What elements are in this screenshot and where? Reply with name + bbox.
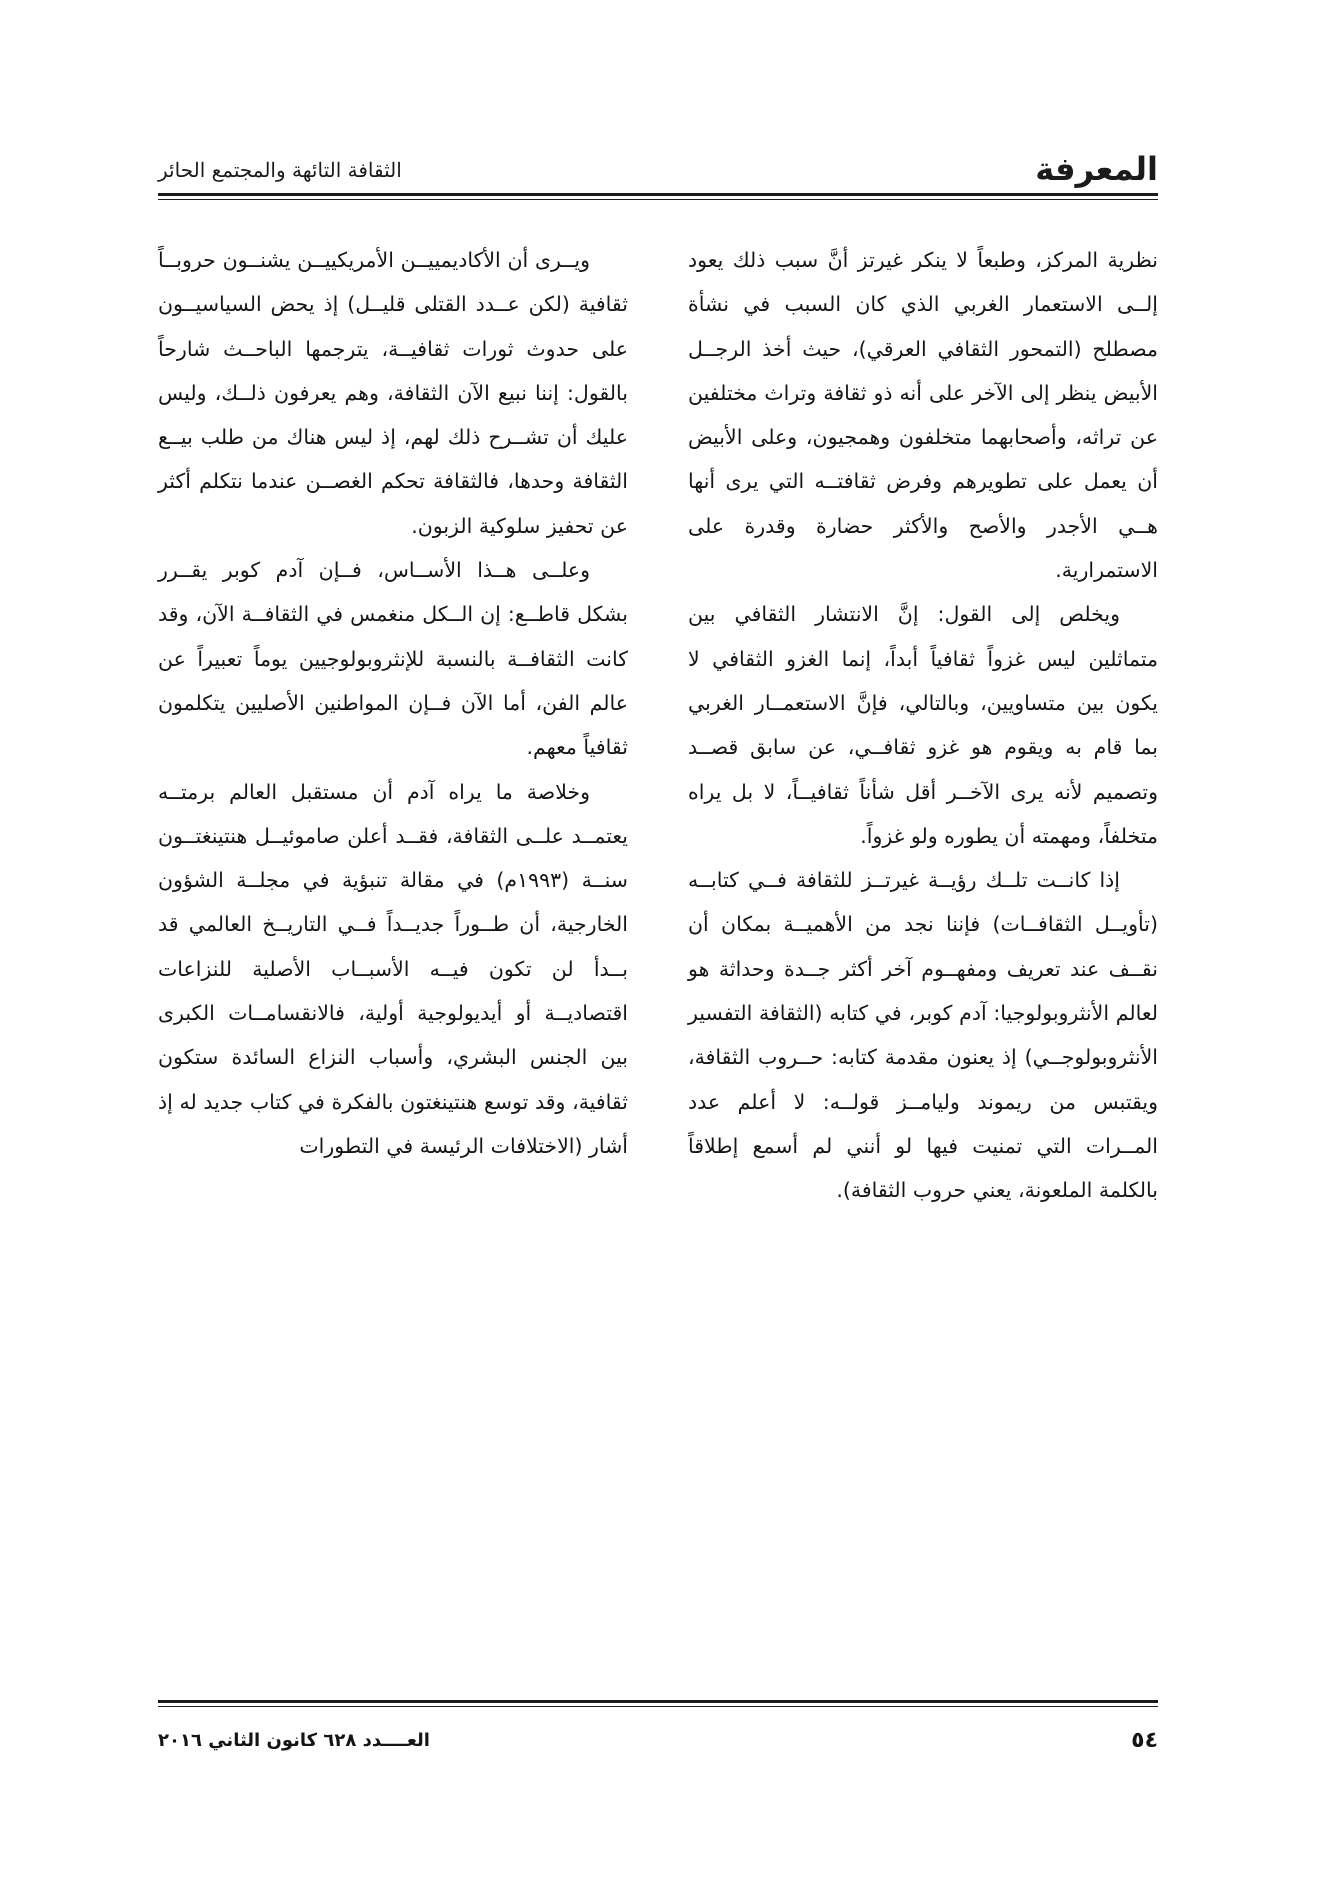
page-number: ٥٤ [1131,1728,1158,1753]
paragraph: وخلاصة ما يراه آدم أن مستقبل العالم برمتــه يعتمــد علــى الثقافة، فقــد أعلن صاموئيــل هنتينغتــون سنــة (١٩٩٣م) في مقالة تنبؤية في مجلــة الشؤون الخارجية، أن طــوراً جديــداً فــي التاريــخ العالمي قد بــدأ لن تكون فيــه الأسبــاب الأصلية للنزاعات اقتصاديــة أو أيديولوجية أولية، فالانقسامــات الكبرى بين الجنس البشري، وأسباب النزاع السائدة ستكون ثقافية، وقد توسع هنتينغتون بالفكرة في كتاب جديد له إذ أشار (الاختلافات الرئيسة في التطورات [158,779,628,1158]
page-header [158,150,1158,192]
magazine-masthead: المعرفة [1035,150,1158,188]
paragraph: وعلــى هــذا الأســاس، فــإن آدم كوبر يقــرر بشكل قاطــع: إن الــكل منغمس في الثقافــة الآن، وقد كانت الثقافــة بالنسبة للإنثروبولوجيين يوماً تعبيراً عن عالم الفن، أما الآن فــإن المواطنين الأصليين يتكلمون ثقافياً معهم. [158,558,628,760]
text-column-left [158,238,628,1168]
footer-rule-thin [158,1706,1158,1707]
paragraph: ويخلص إلى القول: إنَّ الانتشار الثقافي بين متماثلين ليس غزواً ثقافياً أبداً، إنما الغزو الثقافي لا يكون بين متساويين، وبالتالي، فإنَّ الاستعمــار الغربي بما قام به ويقوم هو غزو ثقافــي، عن سابق قصــد وتصميم لأنه يرى الآخــر أقل شأناً ثقافيــاً، لا بل يراه متخلفاً، ومهمته أن يطوره ولو غزواً. [688,602,1158,848]
paragraph: ويــرى أن الأكاديمييــن الأمريكييــن يشنــون حروبــاً ثقافية (لكن عــدد القتلى قليــل) إذ يحض السياسيــون على حدوث ثورات ثقافيــة، يترجمها الباحــث شارحاً بالقول: إننا نبيع الآن الثقافة، وهم يعرفون ذلــك، وليس عليك أن تشــرح ذلك لهم، إذ ليس هناك من طلب بيــع الثقافة وحدها، فالثقافة تحكم الغصــن عندما نتكلم أكثر عن تحفيز سلوكية الزبون. [158,248,628,538]
paragraph: إذا كانــت تلــك رؤيــة غيرتــز للثقافة فــي كتابــه (تأويــل الثقافــات) فإننا نجد من الأهميــة بمكان أن نقــف عند تعريف ومفهــوم آخر أكثر جــدة وحداثة هو لعالم الأنثروبولوجيا: آدم كوبر، في كتابه (الثقافة التفسير الأنثروبولوجــي) إذ يعنون مقدمة كتابه: حــروب الثقافة، ويقتبس من ريموند وليامــز قولــه: لا أعلم عدد المــرات التي تمنيت فيها لو أنني لم أسمع إطلاقاً بالكلمة الملعونة، يعني حروب الثقافة). [688,868,1158,1203]
footer-rule [158,1700,1158,1703]
text-column-right [688,238,1158,1213]
paragraph: نظرية المركز، وطبعاً لا ينكر غيرتز أنَّ سبب ذلك يعود إلــى الاستعمار الغربي الذي كان السبب في نشأة مصطلح (التمحور الثقافي العرقي)، حيث أخذ الرجــل الأبيض ينظر إلى الآخر على أنه ذو ثقافة وتراث مختلفين عن تراثه، وأصحابهما متخلفون وهمجيون، وعلى الأبيض أن يعمل على تطويرهم وفرض ثقافتــه التي يرى أنها هــي الأجدر والأصح والأكثر حضارة وقدرة على الاستمرارية. [688,248,1158,583]
issue-info: العــــدد ٦٢٨ كانون الثاني ٢٠١٦ [158,1730,430,1751]
page-footer [158,1728,1158,1764]
header-rule [158,193,1158,196]
running-title: الثقافة التائهة والمجتمع الحائر [158,158,402,182]
header-rule-thin [158,199,1158,200]
